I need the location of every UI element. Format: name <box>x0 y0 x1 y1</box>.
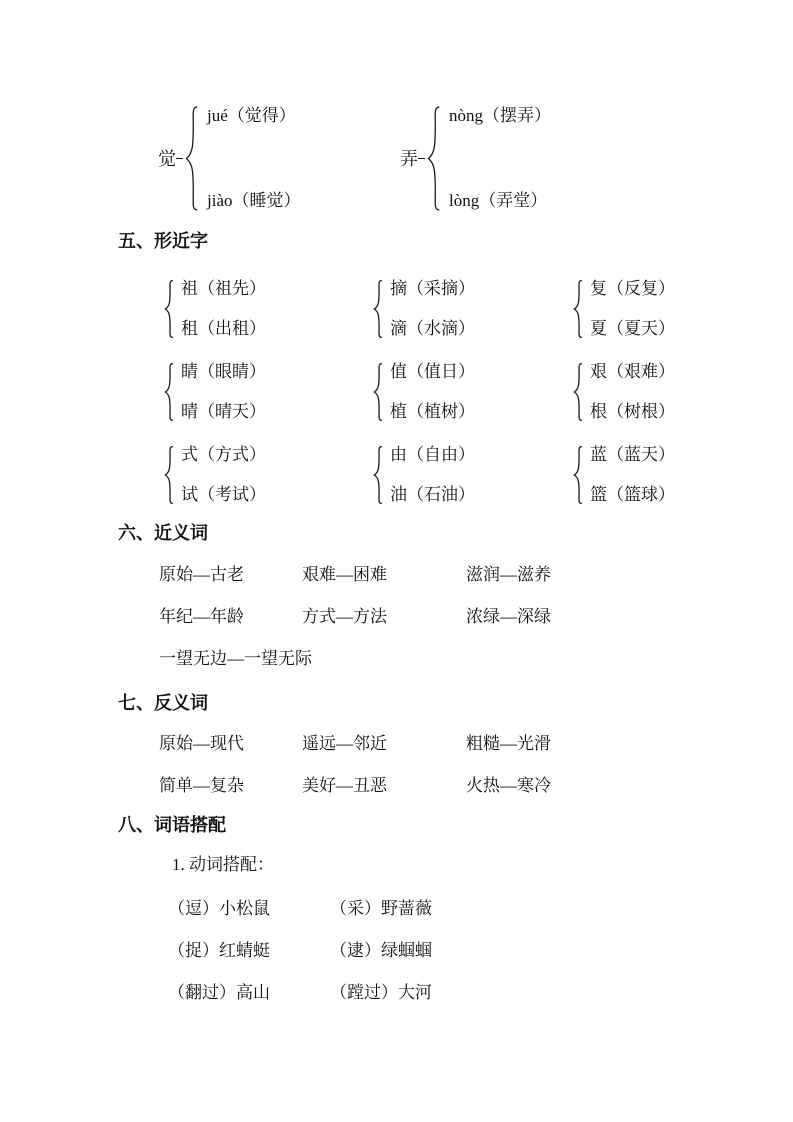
char-pair-line: 租（出租） <box>181 319 266 338</box>
word-pair: 原始—现代 <box>159 734 244 753</box>
word-pair: 粗糙—光滑 <box>466 734 551 753</box>
similar-chars-row <box>0 445 793 505</box>
word-pair: 简单—复杂 <box>159 776 244 795</box>
char-pair-group <box>163 279 372 339</box>
curly-brace-icon <box>572 280 583 338</box>
pinyin-reading: jué（觉得） <box>207 106 296 125</box>
char-pair-line: 夏（夏天） <box>590 319 675 338</box>
polyphone-base-char: 觉 <box>158 148 176 169</box>
char-pair-line: 晴（晴天） <box>181 402 266 421</box>
section-title-similar-chars: 五、形近字 <box>118 231 208 251</box>
curly-brace-icon <box>425 106 441 211</box>
brace-connector <box>176 158 183 159</box>
synonym-row <box>0 565 793 585</box>
char-pair-group <box>163 445 372 505</box>
polyphone-group-nong <box>400 106 551 211</box>
section-title-synonyms: 六、近义词 <box>118 523 208 543</box>
char-pair-group <box>572 445 793 505</box>
curly-brace-icon <box>572 363 583 421</box>
char-pair-group <box>372 279 572 339</box>
char-pair-line: 值（值日） <box>390 362 475 381</box>
char-pair-line: 艰（艰难） <box>590 362 675 381</box>
char-pair-line: 摘（采摘） <box>390 279 475 298</box>
collocation-subheading: 1. 动词搭配： <box>172 855 274 874</box>
char-pair-lines <box>590 362 675 422</box>
char-pair-line: 植（植树） <box>390 402 475 421</box>
synonym-row <box>0 649 793 669</box>
char-pair-group <box>372 362 572 422</box>
brace-connector <box>418 158 425 159</box>
collocation-item: （捉）红蜻蜓 <box>168 941 270 960</box>
collocation-row <box>0 899 793 919</box>
collocation-item: （采）野蔷薇 <box>330 899 432 918</box>
word-pair: 滋润—滋养 <box>466 565 551 584</box>
pinyin-reading: jiào（睡觉） <box>207 191 301 210</box>
polyphone-base-char: 弄 <box>400 148 418 169</box>
char-pair-line: 油（石油） <box>390 485 475 504</box>
curly-brace-icon <box>163 446 174 504</box>
collocation-item: （逗）小松鼠 <box>168 899 270 918</box>
word-pair: 原始—古老 <box>159 565 244 584</box>
char-pair-lines <box>590 279 675 339</box>
word-pair: 浓绿—深绿 <box>466 607 551 626</box>
curly-brace-icon <box>372 446 383 504</box>
section-title-antonyms: 七、反义词 <box>118 693 208 713</box>
char-pair-group <box>572 279 793 339</box>
section-title-collocations: 八、词语搭配 <box>118 815 226 835</box>
collocation-row <box>0 983 793 1003</box>
collocation-item: （翻过）高山 <box>168 983 270 1002</box>
polyphone-readings <box>449 106 551 211</box>
char-pair-line: 篮（篮球） <box>590 485 675 504</box>
word-pair: 一望无边—一望无际 <box>159 649 312 668</box>
char-pair-group <box>372 445 572 505</box>
pinyin-reading: lòng（弄堂） <box>449 191 548 210</box>
word-pair: 方式—方法 <box>302 607 387 626</box>
char-pair-line: 蓝（蓝天） <box>590 445 675 464</box>
similar-chars-row <box>0 362 793 422</box>
char-pair-group <box>572 362 793 422</box>
word-pair: 遥远—邻近 <box>302 734 387 753</box>
word-pair: 美好—丑恶 <box>302 776 387 795</box>
curly-brace-icon <box>163 280 174 338</box>
char-pair-lines <box>181 362 266 422</box>
char-pair-line: 根（树根） <box>590 402 675 421</box>
word-pair: 火热—寒冷 <box>466 776 551 795</box>
polyphone-readings <box>207 106 301 211</box>
char-pair-line: 睛（眼睛） <box>181 362 266 381</box>
antonym-row <box>0 776 793 796</box>
antonym-row <box>0 734 793 754</box>
char-pair-lines <box>390 362 475 422</box>
char-pair-line: 试（考试） <box>181 485 266 504</box>
curly-brace-icon <box>183 106 199 211</box>
word-pair: 艰难—困难 <box>302 565 387 584</box>
pinyin-reading: nòng（摆弄） <box>449 106 551 125</box>
collocation-item: （逮）绿蝈蝈 <box>330 941 432 960</box>
word-pair: 年纪—年龄 <box>159 607 244 626</box>
char-pair-lines <box>181 279 266 339</box>
char-pair-lines <box>590 445 675 505</box>
char-pair-lines <box>390 279 475 339</box>
curly-brace-icon <box>163 363 174 421</box>
char-pair-group <box>163 362 372 422</box>
char-pair-line: 复（反复） <box>590 279 675 298</box>
curly-brace-icon <box>372 280 383 338</box>
char-pair-lines <box>181 445 266 505</box>
char-pair-line: 式（方式） <box>181 445 266 464</box>
polyphone-group-jue <box>158 106 301 211</box>
curly-brace-icon <box>572 446 583 504</box>
char-pair-lines <box>390 445 475 505</box>
collocation-item: （蹚过）大河 <box>330 983 432 1002</box>
polyphone-section <box>0 0 793 211</box>
curly-brace-icon <box>372 363 383 421</box>
char-pair-line: 滴（水滴） <box>390 319 475 338</box>
collocation-row <box>0 941 793 961</box>
char-pair-line: 祖（祖先） <box>181 279 266 298</box>
char-pair-line: 由（自由） <box>390 445 475 464</box>
synonym-row <box>0 607 793 627</box>
similar-chars-row <box>0 279 793 339</box>
